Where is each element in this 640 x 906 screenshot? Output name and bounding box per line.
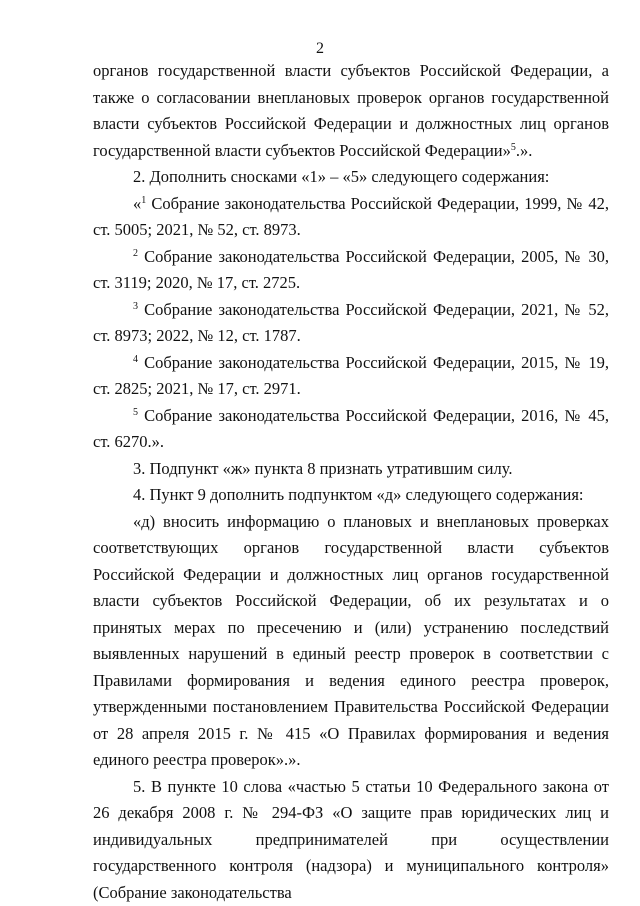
footnote-3 [93, 297, 609, 350]
subparagraph-d: «д) вносить информацию о плановых и внеплановых проверках соответствующих органов государственной власти субъектов Российской Федерации и должностных лиц органов государственной власти субъектов Российской Федерации, об их результатах и о принятых мерах по пресечению и (или) устранению последствий выявленных нарушений в единый реестр проверок в соответствии с Правилами формирования и ведения единого реестра проверок, утвержденными постановлением Правительства Российской Федерации от 28 апреля 2015 г. № 415 «О Правилах формирования и ведения единого реестра проверок».». [93, 509, 609, 774]
footnote-2 [93, 244, 609, 297]
quote-open: « [133, 194, 141, 213]
footnote-text: Собрание законодательства Российской Федерации, 2005, № 30, ст. 3119; 2020, № 17, ст. 2725. [93, 247, 609, 293]
page-number: 2 [0, 40, 640, 58]
paragraph-text: органов государственной власти субъектов Российской Федерации, а также о согласовании внеплановых проверок органов государственной власти субъектов Российской Федерации и должностных лиц органов государственной власти субъектов Российской Федерации» [93, 61, 609, 160]
paragraph-item-3: 3. Подпункт «ж» пункта 8 признать утратившим силу. [93, 456, 609, 483]
paragraph-item-5: 5. В пункте 10 слова «частью 5 статьи 10 Федерального закона от 26 декабря 2008 г. № 294-ФЗ «О защите прав юридических лиц и индивидуальных предпринимателей при осуществлении государственного контроля (надзора) и муниципального контроля» (Собрание законодательства [93, 774, 609, 906]
footnote-text: Собрание законодательства Российской Федерации, 1999, № 42, ст. 5005; 2021, № 52, ст. 8973. [93, 194, 609, 240]
footnote-1 [93, 191, 609, 244]
paragraph-text-end: .». [516, 141, 533, 160]
footnote-text: Собрание законодательства Российской Федерации, 2015, № 19, ст. 2825; 2021, № 17, ст. 2971. [93, 353, 609, 399]
paragraph-item-2: 2. Дополнить сносками «1» – «5» следующего содержания: [93, 164, 609, 191]
footnote-ref: 5 [511, 142, 516, 153]
footnote-text: Собрание законодательства Российской Федерации, 2021, № 52, ст. 8973; 2022, № 12, ст. 1787. [93, 300, 609, 346]
footnote-marker: 5 [133, 407, 138, 418]
footnote-marker: 4 [133, 354, 138, 365]
footnote-4 [93, 350, 609, 403]
document-body [93, 58, 609, 906]
footnote-text: Собрание законодательства Российской Федерации, 2016, № 45, ст. 6270.». [93, 406, 609, 452]
footnote-5 [93, 403, 609, 456]
footnote-marker: 1 [141, 195, 146, 206]
paragraph-item-4: 4. Пункт 9 дополнить подпунктом «д» следующего содержания: [93, 482, 609, 509]
paragraph-continuation [93, 58, 609, 164]
footnote-marker: 3 [133, 301, 138, 312]
footnote-marker: 2 [133, 248, 138, 259]
